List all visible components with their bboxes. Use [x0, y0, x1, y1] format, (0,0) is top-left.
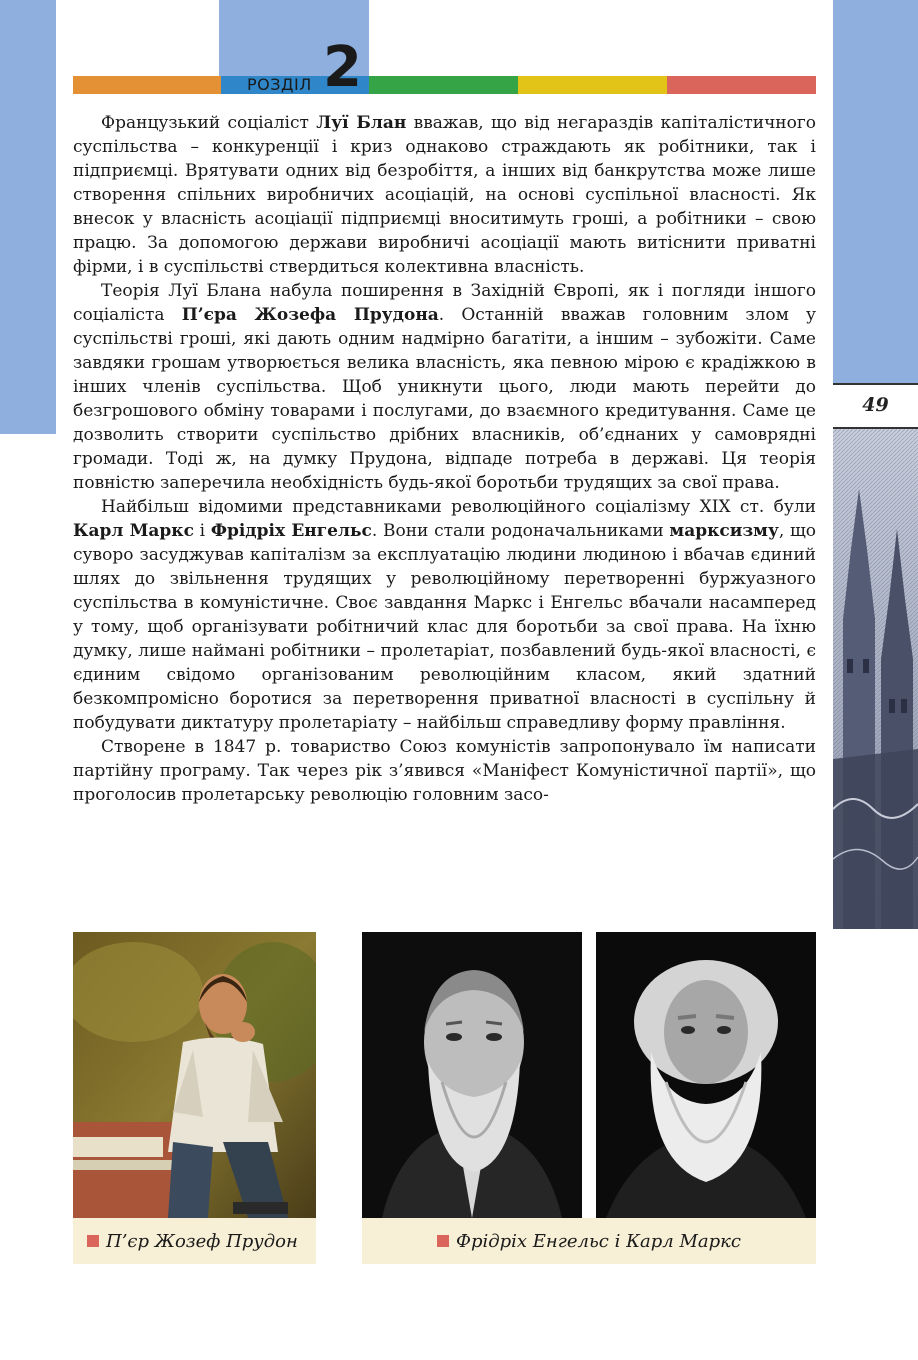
- paragraph-text: . Вони стали родоначальниками: [371, 521, 670, 541]
- section-number: 2: [323, 35, 362, 100]
- proudhon-portrait: [73, 932, 316, 1218]
- term-engels: Фрідріх Енгельс: [210, 521, 372, 541]
- paragraph-text: Французький соціаліст: [101, 113, 317, 133]
- paragraph-text: Теорія Луї Блана набула поширення в Західній Європі, як і погляди іншого соціаліста: [73, 281, 816, 325]
- paragraph: [73, 495, 816, 735]
- header-stripe-red: [667, 76, 816, 94]
- section-label: РОЗДІЛ: [247, 75, 312, 94]
- page-number-rule-top: [833, 383, 918, 385]
- page-number: 49: [862, 394, 889, 416]
- paragraph-text: Створене в 1847 р. товариство Союз комуністів запропонувало їм написати партійну програму. Так через рік з’явився «Маніфест Комуністичної партії», що проголосив пролетарську революцію головним засо-: [73, 737, 816, 805]
- main-text: [73, 111, 816, 807]
- paragraph-text: Найбільш відомими представниками революційного соціалізму XIX ст. були: [101, 497, 816, 517]
- header-stripe-orange: [73, 76, 221, 94]
- paragraph-text: . Останній вважав головним злом у суспільстві гроші, які дають одним надмірно багатіти, а іншим – зубожіти. Саме завдяки грошам утворюється велика власність, яка певною мірою є крадіжкою в інших членів суспільства. Щоб уникнути цього, люди мають перейти до безгрошового обміну товарами і послугами, до взаємного кредитування. Саме це дозволить створити суспільство дрібних власників, об’єднаних у самоврядні громади. Тоді ж, на думку Прудона, відпаде потреба в державі. Ця теорія повністю заперечила необхідність будь-якої боротьби трудящих за свої права.: [73, 305, 817, 493]
- caption-marker-icon: [437, 1235, 449, 1247]
- term-louis-blanc: Луї Блан: [316, 113, 407, 133]
- paragraph-text: , що суворо засуджував капіталізм за експлуатацію людини людиною і вбачав єдиний шлях до звільнення трудящих у революційному перетворенні буржуазного суспільства в комуністичне. Своє завдання Маркс і Енгельс вбачали насамперед у тому, щоб організувати робітничий клас для боротьби за свої права. На їхню думку, лише наймані робітники – пролетаріат, позбавлений будь-якої власності, є єдиним свідомо організованим революційним класом, який здатний безкомпромісно боротися за перетворення приватної власності в суспільну й побудувати диктатуру пролетаріату – найбільш справедливу форму правління.: [73, 521, 816, 733]
- engels-portrait: [362, 932, 582, 1218]
- paragraph-text: і: [193, 521, 211, 541]
- paragraph: [73, 111, 816, 279]
- margin-engraving-image: [833, 429, 918, 929]
- marx-portrait: [596, 932, 816, 1218]
- term-marx: Карл Маркс: [73, 521, 194, 541]
- right-margin-band: [833, 0, 918, 384]
- caption-marker-icon: [87, 1235, 99, 1247]
- paragraph: [73, 735, 816, 807]
- term-marxism: марксизму: [669, 521, 779, 541]
- caption-engels-marx: [362, 1218, 816, 1264]
- caption-proudhon: [73, 1218, 316, 1264]
- header-stripe-green: [369, 76, 518, 94]
- caption-text: Фрідріх Енгельс і Карл Маркс: [456, 1230, 741, 1252]
- left-margin-band: [0, 0, 56, 434]
- paragraph: [73, 279, 816, 495]
- term-proudhon: П’єра Жозефа Прудона: [181, 305, 439, 325]
- caption-text: П’єр Жозеф Прудон: [106, 1230, 298, 1252]
- header-stripe-yellow: [518, 76, 667, 94]
- paragraph-text: вважав, що від негараздів капіталістичного суспільства – конкуренції і криз однаково страждають як робітники, так і підприємці. Врятувати одних від безробіття, а інших від банкрутства може лише створення спільних виробничих асоціацій, на основі суспільної власності. Як внесок у власність асоціації підприємці вноситимуть гроші, а робітники – свою працю. За допомогою держави виробничі асоціації мають витіснити приватні фірми, і в суспільстві ствердиться колективна власність.: [73, 113, 817, 277]
